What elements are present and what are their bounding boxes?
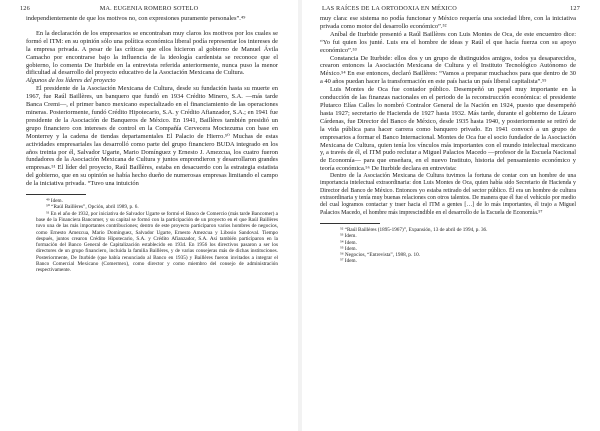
footnote: ⁵¹ En el año de 1932, por iniciativa de Salvador Ugarte se formó el Banco de Comercio (más tarde Bancomer) a base de la Financiera Bancomer, y su capital se formó con la participación de un proyecto en el que Raúl Baillères tuvo una de las más importantes contribuciones; dentro de este proyecto participaron varios hombres de negocios, como Ernesto Amezcua, Mario Domínguez, Salvador Ugarte, Ernesto Amezcua y Libosio Sandoval. Tiempo después, juntos crearon Crédito Hipotecario, S.A. y Crédito Afianzador, S.A. Así también participaron en la formación del Banco General de Capitalización establecido en 1934. En 1956 los directivos pasaron a ser los directores de un grupo financiero, incluida la familia Baillères, y de varias consejeras más de dichas instituciones. Posteriormente, De Iturbide (que había renunciado al Banco en 1935) y Baillères fueron invitados a integrar el Banco Comercial Mexicano (Comermex), como director y como miembro del consejo de administración respectivamente. xyxy=(36,210,278,274)
paragraph: Constancia De Iturbide: ellos dos y un grupo de distinguidos amigos, todos ya desaparecidos, crearon entonces la Asociación Mexicana de Cultura y el Instituto Tecnológico Autónomo de México.⁵⁴ En ese entonces, declaró Baillères: “Vamos a preparar muchachos para que dentro de 30 a 40 años puedan hacer la transformación en este país hacia un país liberal capitalista”.⁵⁵ xyxy=(320,54,576,86)
footnote: ⁵⁷ Idem. xyxy=(340,258,357,265)
footnote: ⁵² “Raúl Baillères (1895-1967)”, Expansión, 13 de abril de 1994, p. 36. xyxy=(340,226,488,233)
footnote: ⁴⁹ Idem. xyxy=(46,198,63,205)
paragraph: independientemente de que los motivos no, con expresiones puramente personales”.⁴⁹ xyxy=(26,15,246,22)
left-page xyxy=(0,0,298,431)
left-page-number: 126 xyxy=(20,5,30,12)
left-page-body xyxy=(26,15,278,274)
footnote: ⁵⁵ Idem. xyxy=(340,245,357,252)
block-quote: Dentro de la Asociación Mexicana de Cultura tuvimos la fortuna de contar con un hombre de una importancia intelectual extraordinaria: don Luis Montes de Oca, quien había sido Secretario de Hacienda y Director del Banco de México. Entonces yo estaba retirado del sector público. Él era un hombre de cultura extraordinaria y tenía muy buenas relaciones con otros talentos. De manera que él fue el vehículo por medio del cual logramos contactar y traer hacia el ITM a gentes […] de lo más importantes, él trajo a Miguel Palacios Macedo, el hombre más imprescindible en el desarrollo de la Escuela de Economía.⁵⁷ xyxy=(320,173,576,216)
right-page xyxy=(302,0,600,431)
section-subheading: Algunos de los líderes del proyecto xyxy=(26,77,116,85)
footnote-rule xyxy=(320,223,380,224)
footnote: ⁵³ Idem. xyxy=(340,233,357,240)
paragraph: Aníbal de Iturbide presentó a Raúl Baillères con Luis Montes de Oca, de este encuentro dice: “Yo fui quien los junté. Luis era el hombre de ideas y Raúl el que hacía fuerza con su apoyo económico”.⁵³ xyxy=(320,30,576,54)
paragraph: Luis Montes de Oca fue contador público. Desempeñó un papel muy importante en la conducción de las finanzas nacionales en el periodo de la reconstrucción económica: el presidente Plutarco Elías Calles lo nombró Contralor General de la Nación en 1924, puesto que desempeñó hasta 1927; secretario de Hacienda de 1927 hasta 1932. Más tarde, durante el gobierno de Lázaro Cárdenas, fue Director del Banco de México, desde 1935 hasta 1940, y posteriormente se retiró de la vida pública para hacer carrera como banquero privado. En 1941 convocó a un grupo de empresarios a formar el Banco Internacional. Montes de Oca fue el socio fundador de la Asociación Mexicana de Cultura, quien tenía los vínculos más importantes con el mundo intelectual mexicano y, a través de él, el ITM pudo reclutar a Miguel Palacios Macedo —profesor de la Escuela Nacional de Economía— para que enseñara, en el nuevo Instituto, historia del pensamiento económico y teoría económica.⁵⁶ De Iturbide declara en entrevista: xyxy=(320,86,576,173)
footnote: ⁵⁰ “Raúl Baillères”, Opción, abril 1989, p. 6. xyxy=(46,204,139,211)
right-running-head: LAS RAÍCES DE LA ORTODOXIA EN MÉXICO xyxy=(322,5,457,12)
paragraph: El presidente de la Asociación Mexicana de Cultura, desde su fundación hasta su muerte en 1967, fue Raúl Baillères, un banquero que fundó en 1934 Crédito Minero, S.A. —más tarde Banca Cremi—, el primer banco mexicano especializado en el financiamiento de las operaciones mineras. Posteriormente, fundó Crédito Hipotecario, S.A. y Crédito Afianzador, S.A.; en 1941 fue presidente de la Asociación de Banqueros de México. En 1941, Baillères también presidió un grupo financiero con intereses de control en la Compañía Cervecera Moctezuma con base en Monterrey y la cadena de tiendas departamentales El Palacio de Hierro.⁵⁰ Muchas de estas actividades empresariales las desarrolló como parte del grupo financiero BUDA integrado en los años treinta por él, Salvador Ugarte, Mario Domínguez y Ernesto J. Amezcua, los cuatro fueron fundadores de la Asociación Mexicana de Cultura y juntos emprendieron y desarrollaron grandes empresas.⁵¹ El líder del proyecto, Raúl Baillères, estaba en desacuerdo con la estrategia estatista del gobierno, que en su opinión se había hecho dueño de numerosas empresas limitando el campo de la iniciativa privada. “Tuvo una intuición xyxy=(26,85,278,188)
footnote: ⁵⁴ Idem. xyxy=(340,239,357,246)
footnote-rule xyxy=(26,194,86,195)
right-page-number: 127 xyxy=(570,5,580,12)
footnote: ⁵⁶ Negocios, “Entrevista”, 1988, p. 10. xyxy=(340,252,420,259)
left-running-head: MA. EUGENIA ROMERO SOTELO xyxy=(99,5,199,12)
paragraph: muy clara: ese sistema no podía funcionar y México requería una sociedad libre, con la iniciativa privada como motor del desarrollo económico”.⁵² xyxy=(320,15,576,30)
right-page-body xyxy=(320,15,576,265)
paragraph: En la declaración de los empresarios se encontraban muy claros los motivos por los cuales se formó el ITM: en su opinión sólo una política económica liberal podía representar los intereses de la empresa privada. A pesar de las críticas que ellos hicieron al gobierno de Manuel Ávila Camacho por encontrarse bajo la influencia de la ideología cardenista se reconoce que el gobierno, lo comenta De Iturbide en la entrevista referida anteriormente, nunca puso la menor dificultad al desarrollo del proyecto educativo de la Asociación Mexicana de Cultura. xyxy=(26,29,278,77)
